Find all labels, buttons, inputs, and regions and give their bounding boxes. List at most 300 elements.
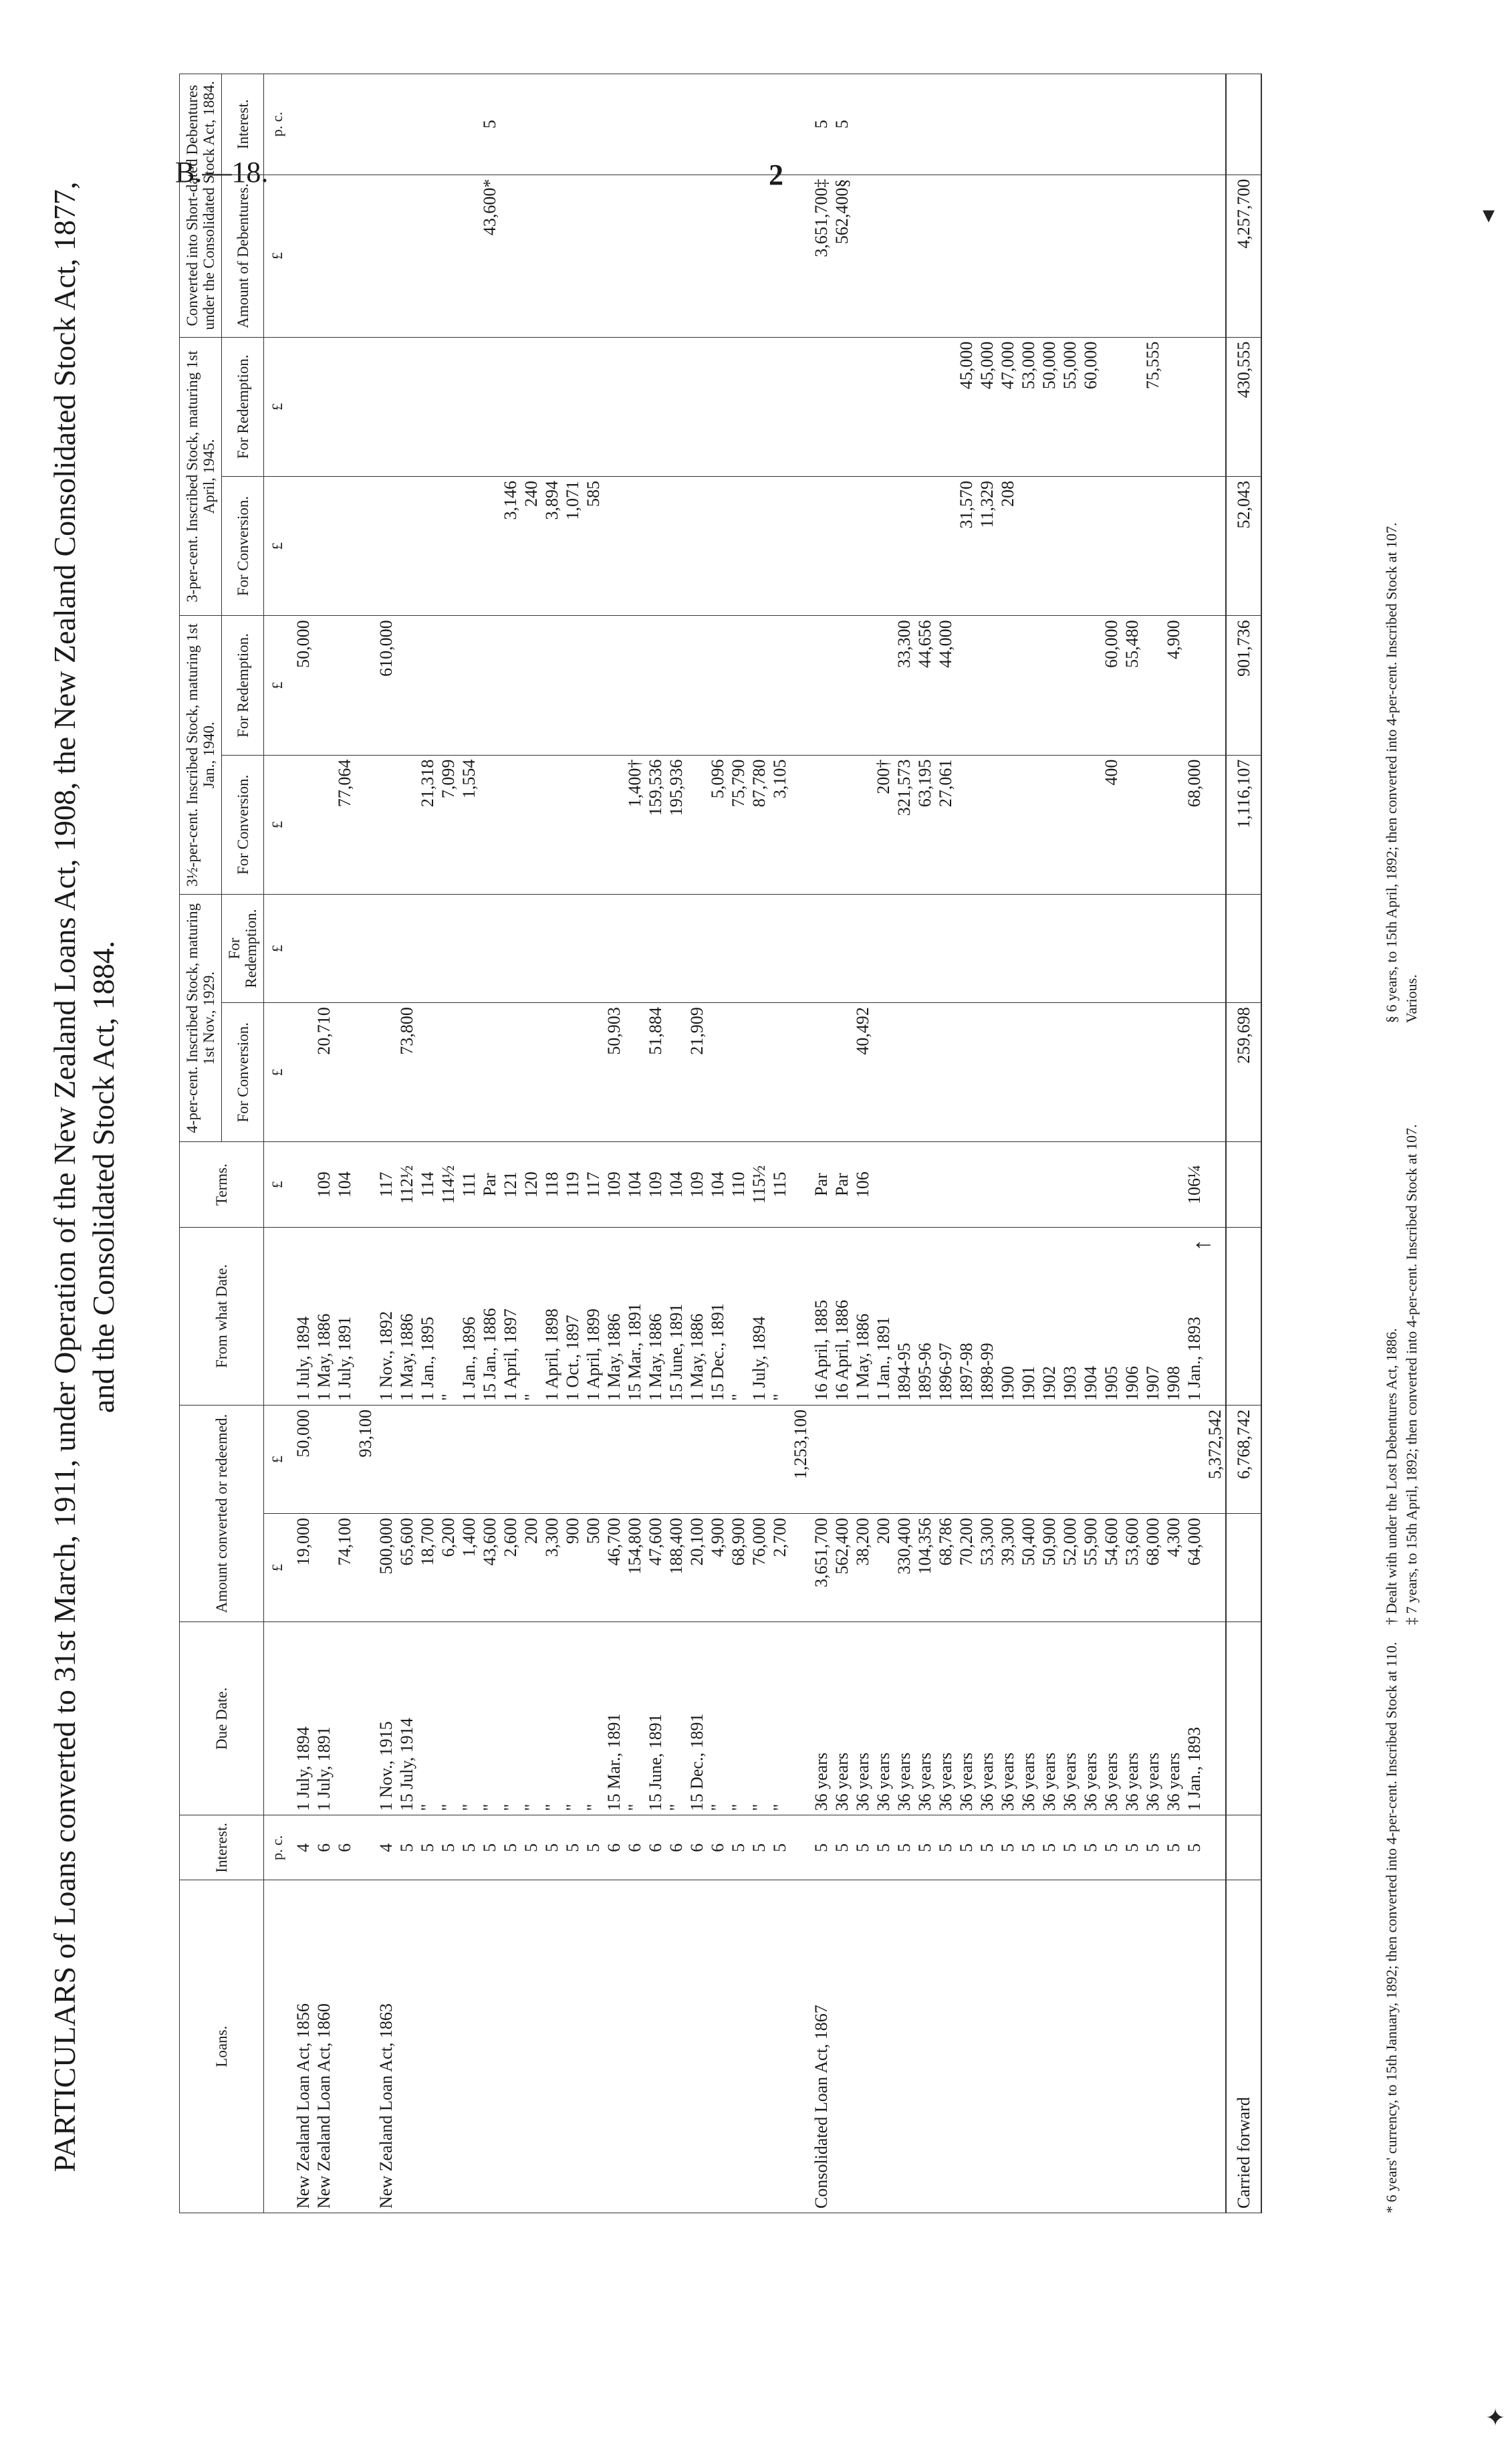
amount-converted: 900	[562, 1513, 583, 1621]
stock-3pc-conversion	[749, 476, 769, 615]
stock-3pc-redemption	[604, 337, 624, 476]
debenture-amount	[459, 175, 479, 337]
amount-subtotal	[624, 1405, 645, 1513]
stock-3pc-conversion	[811, 476, 832, 615]
terms: 106	[852, 1142, 873, 1227]
interest-rate: 6	[624, 1815, 645, 1880]
stock-4pc-conversion	[997, 1003, 1018, 1142]
due-date: "	[624, 1622, 645, 1815]
terms: 104	[666, 1142, 686, 1227]
debenture-interest	[956, 74, 977, 175]
amount-converted: 4,300	[1163, 1513, 1184, 1621]
debenture-amount: 3,651,700‡	[811, 175, 832, 337]
debenture-amount	[645, 175, 666, 337]
table-row	[562, 74, 583, 2213]
stock-3half-conversion	[500, 755, 521, 894]
stock-3pc-redemption	[396, 337, 417, 476]
stock-3pc-redemption	[293, 337, 313, 476]
stock-4pc-redemption	[728, 895, 749, 1003]
stock-3half-redemption	[417, 616, 438, 755]
stock-4pc-conversion	[1080, 1003, 1101, 1142]
amount-subtotal	[459, 1405, 479, 1513]
margin-mark: ✦	[1485, 2404, 1506, 2431]
table-row	[624, 74, 645, 2213]
amount-converted: 1,400	[459, 1513, 479, 1621]
stock-3half-conversion: 3,105	[769, 755, 790, 894]
loan-name	[1101, 1880, 1122, 2213]
terms: 104	[334, 1142, 355, 1227]
stock-3pc-redemption: 75,555	[1142, 337, 1163, 476]
table-row	[769, 74, 790, 2213]
loan-name	[686, 1880, 707, 2213]
stock-3pc-redemption	[355, 337, 376, 476]
stock-4pc-redemption	[645, 895, 666, 1003]
stock-4pc-conversion	[977, 1003, 997, 1142]
stock-3pc-conversion: 11,329	[977, 476, 997, 615]
stock-3pc-redemption	[1184, 337, 1205, 476]
loan-name: New Zealand Loan Act, 1860	[313, 1880, 334, 2213]
stock-3half-redemption	[313, 616, 334, 755]
stock-3half-conversion	[1205, 755, 1226, 894]
loan-name	[479, 1880, 500, 2213]
amount-converted: 3,651,700	[811, 1513, 832, 1621]
stock-4pc-redemption	[997, 895, 1018, 1003]
interest-rate: 5	[914, 1815, 935, 1880]
due-date: 36 years	[1039, 1622, 1059, 1815]
stock-3half-redemption	[977, 616, 997, 755]
debenture-amount	[541, 175, 562, 337]
stock-3pc-conversion	[479, 476, 500, 615]
rotated-table-page	[45, 60, 1463, 2293]
debenture-interest	[790, 74, 811, 175]
stock-4pc-redemption	[417, 895, 438, 1003]
debenture-amount	[769, 175, 790, 337]
stock-3pc-redemption	[562, 337, 583, 476]
stock-3half-redemption: 4,900	[1163, 616, 1184, 755]
debenture-interest	[645, 74, 666, 175]
stock-3pc-conversion	[707, 476, 728, 615]
from-date: 1 April, 1897	[500, 1227, 521, 1405]
stock-3half-conversion	[355, 755, 376, 894]
from-date: 1 April, 1898	[541, 1227, 562, 1405]
due-date: 1 Nov., 1915	[376, 1622, 396, 1815]
loan-name	[666, 1880, 686, 2213]
stock-4pc-conversion	[749, 1003, 769, 1142]
debenture-amount	[624, 175, 645, 337]
stock-3pc-redemption	[749, 337, 769, 476]
interest-rate: 5	[749, 1815, 769, 1880]
table-row	[376, 74, 396, 2213]
col-from-date: From what Date.	[180, 1227, 264, 1405]
terms	[1101, 1142, 1122, 1227]
terms: Par	[811, 1142, 832, 1227]
terms: 112½	[396, 1142, 417, 1227]
debenture-amount	[1101, 175, 1122, 337]
debenture-interest	[1080, 74, 1101, 175]
stock-4pc-conversion	[583, 1003, 604, 1142]
from-date: 1905	[1101, 1227, 1122, 1405]
stock-3half-conversion	[521, 755, 541, 894]
amount-converted: 200	[521, 1513, 541, 1621]
debenture-interest	[935, 74, 956, 175]
stock-3pc-conversion	[604, 476, 624, 615]
from-date: 1 Jan., 1895	[417, 1227, 438, 1405]
terms: 114	[417, 1142, 438, 1227]
debenture-interest	[769, 74, 790, 175]
debenture-amount	[894, 175, 914, 337]
terms	[293, 1142, 313, 1227]
stock-3half-redemption: 44,656	[914, 616, 935, 755]
table-row	[438, 74, 459, 2213]
page-number: 2	[769, 158, 783, 191]
terms: 109	[645, 1142, 666, 1227]
stock-3pc-conversion	[1059, 476, 1080, 615]
from-date	[1205, 1227, 1226, 1405]
footnote-2: † Dealt with under the Lost Debentures Act, 1886.	[1383, 1328, 1400, 1625]
debenture-interest	[1122, 74, 1142, 175]
from-date: 1894-95	[894, 1227, 914, 1405]
amount-subtotal	[1080, 1405, 1101, 1513]
terms: 106¼	[1184, 1142, 1205, 1227]
stock-4pc-conversion: 50,903	[604, 1003, 624, 1142]
stock-3half-redemption	[645, 616, 666, 755]
stock-3pc-conversion: 31,570	[956, 476, 977, 615]
due-date: 36 years	[1059, 1622, 1080, 1815]
terms	[1080, 1142, 1101, 1227]
stock-3half-redemption	[707, 616, 728, 755]
stock-4pc-redemption	[355, 895, 376, 1003]
stock-3pc-conversion	[459, 476, 479, 615]
amount-subtotal	[1142, 1405, 1163, 1513]
stock-3half-redemption	[666, 616, 686, 755]
amount-subtotal	[376, 1405, 396, 1513]
stock-3pc-conversion: 208	[997, 476, 1018, 615]
stock-4pc-redemption	[500, 895, 521, 1003]
stock-4pc-redemption	[832, 895, 852, 1003]
stock-4pc-conversion	[894, 1003, 914, 1142]
debenture-amount	[956, 175, 977, 337]
stock-3pc-conversion	[1122, 476, 1142, 615]
unit-pound: £	[264, 1003, 293, 1142]
stock-3pc-redemption	[707, 337, 728, 476]
loan-name	[935, 1880, 956, 2213]
amount-converted: 68,000	[1142, 1513, 1163, 1621]
terms	[1018, 1142, 1039, 1227]
debenture-interest	[1018, 74, 1039, 175]
stock-4pc-redemption	[852, 895, 873, 1003]
debenture-interest	[438, 74, 459, 175]
interest-rate: 5	[1018, 1815, 1039, 1880]
total-3pc-conversion: 52,043	[1226, 476, 1261, 615]
amount-subtotal	[500, 1405, 521, 1513]
col-loans: Loans.	[180, 1880, 264, 2213]
stock-3pc-redemption	[811, 337, 832, 476]
table-row	[1184, 74, 1205, 2213]
due-date: 36 years	[873, 1622, 894, 1815]
stock-3half-redemption	[997, 616, 1018, 755]
stock-3pc-conversion	[417, 476, 438, 615]
loan-name	[728, 1880, 749, 2213]
loan-name: New Zealand Loan Act, 1856	[293, 1880, 313, 2213]
footnote-5: Various.	[1403, 974, 1420, 1023]
stock-3pc-conversion: 3,146	[500, 476, 521, 615]
due-date: "	[417, 1622, 438, 1815]
stock-4pc-conversion	[376, 1003, 396, 1142]
table-row	[707, 74, 728, 2213]
from-date: 1 Nov., 1892	[376, 1227, 396, 1405]
stock-3half-conversion: 1,400†	[624, 755, 645, 894]
loan-name	[583, 1880, 604, 2213]
stock-3half-conversion: 1,554	[459, 755, 479, 894]
amount-subtotal	[645, 1405, 666, 1513]
stock-3pc-conversion	[624, 476, 645, 615]
debenture-amount	[313, 175, 334, 337]
stock-3pc-redemption	[873, 337, 894, 476]
terms	[1039, 1142, 1059, 1227]
due-date: 36 years	[997, 1622, 1018, 1815]
terms: 104	[707, 1142, 728, 1227]
from-date: "	[769, 1227, 790, 1405]
from-date: 1 May, 1886	[313, 1227, 334, 1405]
terms	[894, 1142, 914, 1227]
from-date: 1902	[1039, 1227, 1059, 1405]
amount-converted: 200	[873, 1513, 894, 1621]
loan-name	[604, 1880, 624, 2213]
amount-converted: 64,000	[1184, 1513, 1205, 1621]
interest-rate: 5	[396, 1815, 417, 1880]
from-date: 15 Mar., 1891	[624, 1227, 645, 1405]
stock-4pc-redemption	[604, 895, 624, 1003]
stock-3pc-redemption: 45,000	[956, 337, 977, 476]
from-date: 15 Dec., 1891	[707, 1227, 728, 1405]
stock-4pc-conversion	[334, 1003, 355, 1142]
stock-3pc-redemption	[624, 337, 645, 476]
unit-pound: £	[264, 476, 293, 615]
loan-name	[1122, 1880, 1142, 2213]
amount-converted: 2,700	[769, 1513, 790, 1621]
debenture-interest	[1059, 74, 1080, 175]
amount-converted	[1205, 1513, 1226, 1621]
stock-4pc-conversion	[1205, 1003, 1226, 1142]
table-row	[459, 74, 479, 2213]
page-identifier: B.—18.	[175, 156, 269, 189]
total-3half-redemption: 901,736	[1226, 616, 1261, 755]
due-date: 36 years	[1163, 1622, 1184, 1815]
stock-3half-redemption	[479, 616, 500, 755]
loan-name	[500, 1880, 521, 2213]
unit-pound: £	[264, 1142, 293, 1227]
debenture-amount	[521, 175, 541, 337]
stock-4pc-redemption	[293, 895, 313, 1003]
stock-4pc-conversion	[914, 1003, 935, 1142]
debenture-interest	[1163, 74, 1184, 175]
stock-3pc-redemption	[852, 337, 873, 476]
debenture-interest	[914, 74, 935, 175]
debenture-interest	[1184, 74, 1205, 175]
col-3pc-redemption: For Redemption.	[222, 337, 264, 476]
interest-rate: 5	[956, 1815, 977, 1880]
stock-3pc-conversion	[1039, 476, 1059, 615]
from-date: 1 May, 1886	[604, 1227, 624, 1405]
stock-3pc-redemption	[313, 337, 334, 476]
terms	[997, 1142, 1018, 1227]
stock-4pc-conversion	[873, 1003, 894, 1142]
stock-3pc-conversion	[1205, 476, 1226, 615]
amount-converted: 50,900	[1039, 1513, 1059, 1621]
terms: 117	[376, 1142, 396, 1227]
stock-4pc-conversion	[1039, 1003, 1059, 1142]
from-date: 16 April, 1886	[832, 1227, 852, 1405]
stock-4pc-redemption	[769, 895, 790, 1003]
stock-3pc-redemption	[790, 337, 811, 476]
stock-3pc-conversion	[1184, 476, 1205, 615]
stock-3half-redemption	[1184, 616, 1205, 755]
due-date: 36 years	[1080, 1622, 1101, 1815]
loan-name	[914, 1880, 935, 2213]
stock-3pc-conversion	[894, 476, 914, 615]
stock-3pc-conversion	[790, 476, 811, 615]
from-date: 1 May, 1886	[396, 1227, 417, 1405]
stock-3pc-conversion	[852, 476, 873, 615]
interest-rate: 5	[997, 1815, 1018, 1880]
title-line-2: and the Consolidated Stock Act, 1884.	[86, 940, 120, 1414]
interest-rate: 5	[417, 1815, 438, 1880]
debenture-interest	[707, 74, 728, 175]
terms: 109	[313, 1142, 334, 1227]
amount-converted: 3,300	[541, 1513, 562, 1621]
interest-rate	[790, 1815, 811, 1880]
interest-rate: 5	[832, 1815, 852, 1880]
stock-3pc-redemption	[417, 337, 438, 476]
stock-3half-redemption	[1059, 616, 1080, 755]
terms	[956, 1142, 977, 1227]
amount-converted: 52,000	[1059, 1513, 1080, 1621]
amount-converted: 76,000	[749, 1513, 769, 1621]
amount-subtotal	[914, 1405, 935, 1513]
loan-name	[1039, 1880, 1059, 2213]
loan-name	[355, 1880, 376, 2213]
unit-row	[264, 74, 293, 2213]
from-date: 1901	[1018, 1227, 1039, 1405]
due-date: 36 years	[1142, 1622, 1163, 1815]
terms: 115	[769, 1142, 790, 1227]
interest-rate: 5	[1122, 1815, 1142, 1880]
debenture-interest	[1039, 74, 1059, 175]
amount-converted: 54,600	[1101, 1513, 1122, 1621]
debenture-amount	[293, 175, 313, 337]
debenture-interest	[728, 74, 749, 175]
due-date: "	[666, 1622, 686, 1815]
debenture-interest	[313, 74, 334, 175]
interest-rate: 6	[686, 1815, 707, 1880]
amount-converted: 188,400	[666, 1513, 686, 1621]
stock-3half-redemption	[521, 616, 541, 755]
unit-pound: £	[264, 337, 293, 476]
amount-subtotal	[769, 1405, 790, 1513]
stock-3half-conversion	[852, 755, 873, 894]
due-date: 36 years	[1122, 1622, 1142, 1815]
from-date: 1 May, 1886	[645, 1227, 666, 1405]
stock-3half-redemption: 44,000	[935, 616, 956, 755]
stock-3half-redemption: 33,300	[894, 616, 914, 755]
from-date: 1 July, 1894	[749, 1227, 769, 1405]
amount-converted: 50,400	[1018, 1513, 1039, 1621]
stock-3pc-redemption: 45,000	[977, 337, 997, 476]
amount-converted: 68,900	[728, 1513, 749, 1621]
debenture-amount	[438, 175, 459, 337]
stock-3half-conversion: 7,099	[438, 755, 459, 894]
stock-3pc-redemption	[583, 337, 604, 476]
from-date: 1904	[1080, 1227, 1101, 1405]
stock-4pc-redemption	[1101, 895, 1122, 1003]
stock-4pc-redemption	[749, 895, 769, 1003]
terms	[935, 1142, 956, 1227]
debenture-amount	[1122, 175, 1142, 337]
document-title	[45, 60, 123, 2293]
amount-subtotal	[1163, 1405, 1184, 1513]
stock-3pc-conversion	[769, 476, 790, 615]
from-date: 16 April, 1885	[811, 1227, 832, 1405]
stock-3half-redemption: 610,000	[376, 616, 396, 755]
from-date: 15 June, 1891	[666, 1227, 686, 1405]
stock-4pc-conversion	[832, 1003, 852, 1142]
stock-3pc-conversion	[1080, 476, 1101, 615]
unit-pc: p. c.	[264, 1815, 293, 1880]
amount-subtotal	[686, 1405, 707, 1513]
stock-4pc-redemption	[438, 895, 459, 1003]
stock-3pc-redemption	[914, 337, 935, 476]
amount-converted	[790, 1513, 811, 1621]
amount-converted	[313, 1513, 334, 1621]
debenture-interest	[604, 74, 624, 175]
stock-3half-conversion: 87,780	[749, 755, 769, 894]
debenture-amount	[417, 175, 438, 337]
terms: 109	[604, 1142, 624, 1227]
stock-3half-redemption	[604, 616, 624, 755]
table-body	[264, 74, 1227, 2213]
stock-4pc-conversion: 40,492	[852, 1003, 873, 1142]
amount-converted: 2,600	[500, 1513, 521, 1621]
stock-3half-redemption	[583, 616, 604, 755]
stock-3half-conversion: 200†	[873, 755, 894, 894]
from-date: 1 July, 1891	[334, 1227, 355, 1405]
stock-3pc-redemption	[645, 337, 666, 476]
table-row	[956, 74, 977, 2213]
stock-4pc-redemption	[334, 895, 355, 1003]
table-row	[686, 74, 707, 2213]
stock-3pc-conversion	[376, 476, 396, 615]
due-date: 36 years	[914, 1622, 935, 1815]
table-row	[500, 74, 521, 2213]
stock-3pc-conversion	[355, 476, 376, 615]
stock-3pc-redemption	[459, 337, 479, 476]
stock-3half-conversion	[583, 755, 604, 894]
due-date: 36 years	[852, 1622, 873, 1815]
amount-subtotal	[935, 1405, 956, 1513]
amount-subtotal	[479, 1405, 500, 1513]
stock-4pc-conversion	[1122, 1003, 1142, 1142]
amount-subtotal	[832, 1405, 852, 1513]
amount-converted: 53,300	[977, 1513, 997, 1621]
debenture-amount	[1039, 175, 1059, 337]
debenture-amount	[997, 175, 1018, 337]
stock-3pc-redemption	[935, 337, 956, 476]
stock-3half-redemption	[728, 616, 749, 755]
debenture-amount	[334, 175, 355, 337]
interest-rate: 6	[666, 1815, 686, 1880]
interest-rate: 5	[438, 1815, 459, 1880]
debenture-interest	[562, 74, 583, 175]
